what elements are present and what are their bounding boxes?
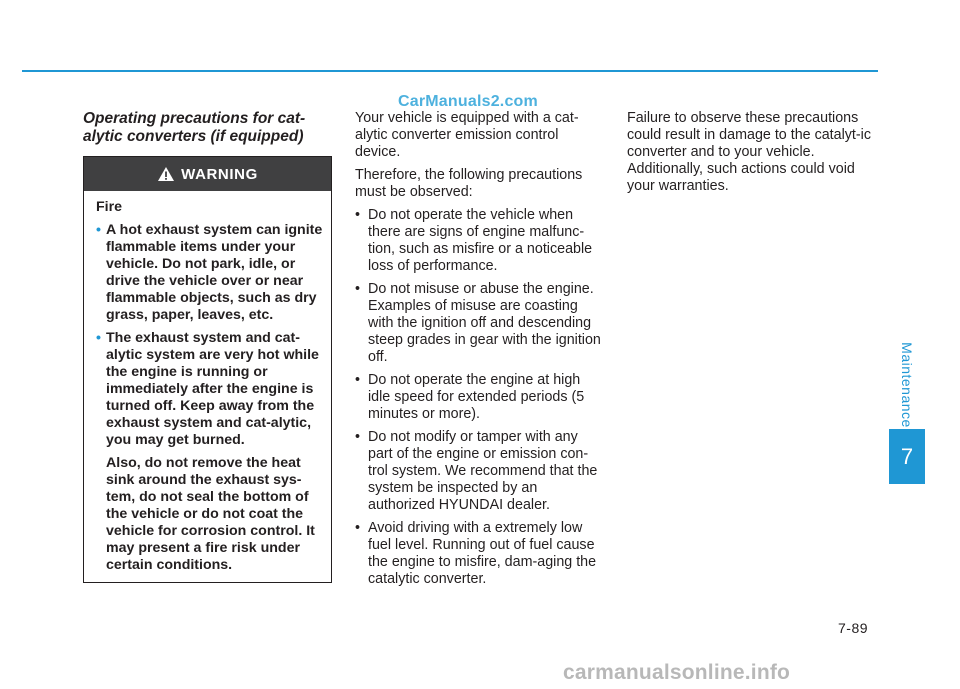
warning-extra-paragraph: Also, do not remove the heat sink around the exhaust sys-tem, do not seal the bottom of the vehicle or do not coat the vehicle for corrosion control. It may present a fire risk under certain conditions. [106,455,315,573]
top-rule [22,70,878,72]
list-item-text: Do not modify or tamper with any part of the engine or emission con-trol system. We recommend that the system be inspected by an authorized HYUNDAI dealer. [368,429,598,513]
chapter-side-label [889,340,925,430]
bullet-dot-icon: • [355,372,361,388]
list-item-text: Do not operate the vehicle when there are signs of engine malfunc-tion, such as misfire or a noticeable loss of performance. [368,207,593,274]
warning-box [83,156,332,583]
chapter-side-label-text: Maintenance [899,342,916,428]
section-title: Operating precautions for cat-alytic converters (if equipped) [83,110,306,145]
list-item-text: Avoid driving with a extremely low fuel level. Running out of fuel cause the engine to misfire, dam-aging the catalytic converter. [368,520,597,587]
warning-header [84,157,331,191]
warning-bullet-text: The exhaust system and cat-alytic system are very hot while the engine is running or immediately after the engine is turned off. Keep away from the exhaust system and cat-alytic, you may get burned. [106,330,319,448]
watermark-top: CarManuals2.com [398,93,538,110]
chapter-tab: 7 [889,429,925,484]
warning-bullet [96,330,323,449]
intro-paragraph: Your vehicle is equipped with a cat-alytic converter emission control device. [355,110,579,160]
warning-body [84,191,331,574]
list-item [355,207,605,275]
list-item-text: Do not misuse or abuse the engine. Examples of misuse are coasting with the ignition off and descending steep grades in gear with the ignition off. [368,281,601,365]
middle-column [355,110,605,594]
bullet-dot-icon: • [355,281,361,297]
warning-heading: Fire [96,199,123,215]
bullet-dot-icon: • [355,207,361,223]
list-item [355,429,605,514]
list-item [355,520,605,588]
right-paragraph: Failure to observe these precautions could result in damage to the catalyt-ic converter and to your vehicle. Additionally, such actions could void your warranties. [627,110,871,194]
list-item-text: Do not operate the engine at high idle speed for extended periods (5 minutes or more). [368,372,585,422]
bullet-dot-icon: • [355,429,361,445]
list-item [355,281,605,366]
page-number: 7-89 [838,620,869,636]
warning-bullet-text: A hot exhaust system can ignite flammable items under your vehicle. Do not park, idle, or drive the vehicle over or near flammable objects, such as dry grass, paper, leaves, etc. [106,222,323,323]
right-column [627,110,877,201]
watermark-bottom: carmanualsonline.info [563,661,791,684]
bullet-dot-icon: • [96,222,101,238]
warning-bullet [96,222,323,324]
bullet-dot-icon: • [96,330,101,346]
lead-paragraph: Therefore, the following precautions must be observed: [355,167,583,200]
bullet-dot-icon: • [355,520,361,536]
list-item [355,372,605,423]
warning-title: WARNING [181,165,258,183]
warning-triangle-icon [157,166,175,182]
